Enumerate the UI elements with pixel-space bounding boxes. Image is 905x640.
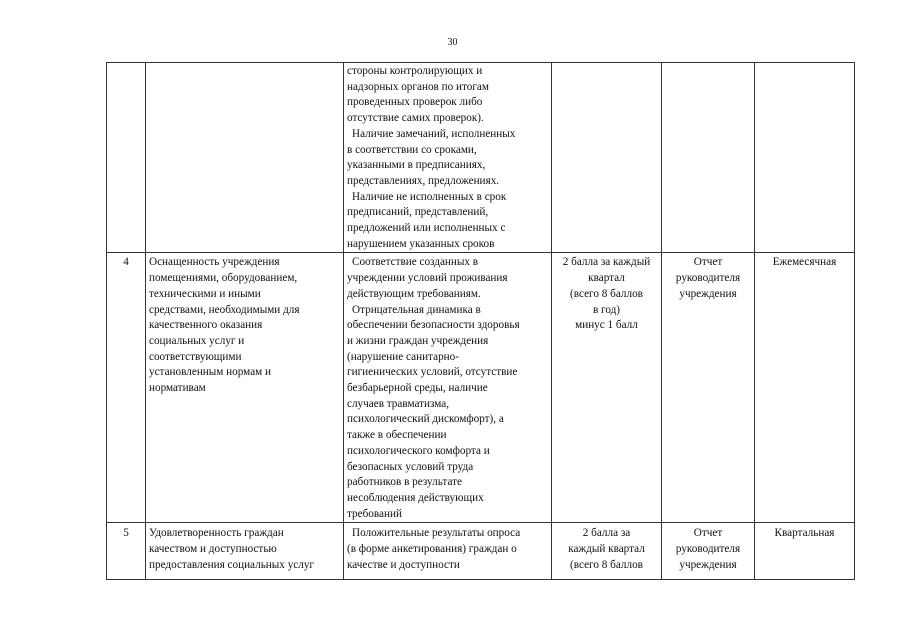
cell-line: средствами, необходимыми для xyxy=(149,303,300,316)
cell-line: работников в результате xyxy=(347,476,462,489)
score-cell xyxy=(552,523,662,580)
cell-line: руководителя xyxy=(675,543,741,556)
periodicity-value: Ежемесячная xyxy=(772,256,837,269)
score-cell xyxy=(552,63,662,253)
cell-line: стороны контролирующих и xyxy=(347,65,483,77)
cell-line: предложений или исполненных с xyxy=(347,222,506,235)
cell-line: в год) xyxy=(592,303,621,316)
cell-line: психологического комфорта и xyxy=(347,444,490,457)
cell-line: представлениях, предложениях. xyxy=(347,174,500,187)
cell-line: качестве и доступности xyxy=(347,558,460,571)
cell-line: требований xyxy=(347,507,402,520)
cell-line: случаев травматизма, xyxy=(347,397,450,410)
cell-line: учреждения xyxy=(679,287,737,300)
row-number-cell xyxy=(107,523,146,580)
cell-line: безопасных условий труда xyxy=(347,460,474,473)
row-number: 5 xyxy=(123,527,129,540)
cell-line: (всего 8 баллов xyxy=(570,287,643,300)
cell-line: помещениями, оборудованием, xyxy=(149,272,298,285)
cell-line: социальных услуг и xyxy=(149,334,245,347)
cell-line: также в обеспечении xyxy=(347,429,447,442)
row-number: 4 xyxy=(123,256,129,269)
cell-line: психологический дискомфорт), а xyxy=(347,413,504,426)
cell-line: минус 1 балл xyxy=(575,319,638,332)
report-cell xyxy=(662,63,755,253)
cell-line: Отрицательная динамика в xyxy=(352,303,481,316)
cell-line: гигиенических условий, отсутствие xyxy=(347,366,518,379)
cell-line: установленным нормам и xyxy=(149,366,272,379)
cell-line: (нарушение санитарно- xyxy=(347,350,459,363)
criteria-table xyxy=(106,62,855,580)
cell-line: Наличие не исполненных в срок xyxy=(352,190,507,203)
cell-line: нормативам xyxy=(149,382,206,395)
indicator-cell xyxy=(344,63,552,253)
periodicity-cell xyxy=(755,63,855,253)
cell-line: действующим требованиям. xyxy=(347,287,481,300)
cell-line: и жизни граждан учреждения xyxy=(347,334,489,347)
cell-line: 2 балла за каждый xyxy=(562,256,651,269)
cell-line: учреждении условий проживания xyxy=(347,272,508,285)
cell-line: проведенных проверок либо xyxy=(347,96,483,109)
indicator-cell xyxy=(344,523,552,580)
cell-line: (всего 8 баллов xyxy=(570,558,643,571)
periodicity-cell xyxy=(755,253,855,523)
cell-line: безбарьерной среды, наличие xyxy=(347,382,488,395)
cell-line: Наличие замечаний, исполненных xyxy=(352,127,516,140)
cell-line: соответствующими xyxy=(149,350,242,363)
row-number-cell xyxy=(107,253,146,523)
cell-line: руководителя xyxy=(675,272,741,285)
row-number-cell xyxy=(107,63,146,253)
periodicity-value: Квартальная xyxy=(774,527,835,540)
cell-line: нарушением указанных сроков xyxy=(347,237,495,250)
cell-line: учреждения xyxy=(679,558,737,571)
report-cell xyxy=(662,253,755,523)
table-row xyxy=(107,523,855,580)
cell-line: Положительные результаты опроса xyxy=(352,527,521,540)
cell-line: (в форме анкетирования) граждан о xyxy=(347,543,517,556)
score-cell xyxy=(552,253,662,523)
cell-line: Оснащенность учреждения xyxy=(149,256,280,269)
cell-line: каждый квартал xyxy=(568,543,645,556)
cell-line: указанными в предписаниях, xyxy=(347,159,486,172)
criteria-table-body xyxy=(107,63,855,580)
periodicity-cell xyxy=(755,523,855,580)
cell-line: квартал xyxy=(588,272,625,285)
criterion-cell xyxy=(146,63,344,253)
cell-line: в соответствии со сроками, xyxy=(347,143,477,156)
cell-line: несоблюдения действующих xyxy=(347,491,484,504)
cell-line: отсутствие самих проверок). xyxy=(347,112,484,125)
cell-line: Удовлетворенность граждан xyxy=(149,527,284,540)
cell-line: предоставления социальных услуг xyxy=(149,558,315,571)
cell-line: надзорных органов по итогам xyxy=(347,80,489,93)
criterion-cell xyxy=(146,523,344,580)
report-cell xyxy=(662,523,755,580)
page-number: 30 xyxy=(447,37,458,48)
cell-line: техническими и иными xyxy=(149,287,261,300)
criterion-cell xyxy=(146,253,344,523)
cell-line: Отчет xyxy=(693,527,723,540)
cell-line: Отчет xyxy=(693,256,723,269)
cell-line: обеспечении безопасности здоровья xyxy=(347,319,520,332)
cell-line: 2 балла за xyxy=(582,527,631,540)
cell-line: качеством и доступностью xyxy=(149,543,277,556)
cell-line: предписаний, представлений, xyxy=(347,206,489,219)
table-row xyxy=(107,63,855,253)
cell-line: качественного оказания xyxy=(149,319,263,332)
table-row xyxy=(107,253,855,523)
cell-line: Соответствие созданных в xyxy=(352,256,479,269)
indicator-cell xyxy=(344,253,552,523)
